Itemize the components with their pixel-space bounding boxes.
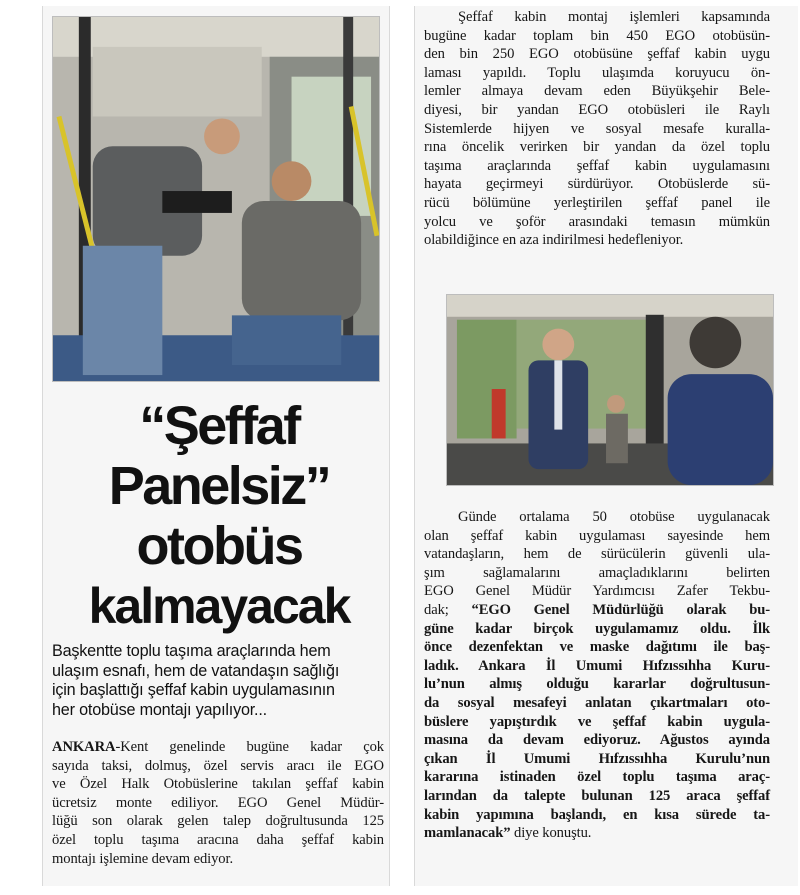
right-bottom-text bbox=[424, 508, 770, 843]
headline-line: Panelsiz” bbox=[108, 456, 330, 516]
headline-line: kalmayacak bbox=[88, 578, 350, 634]
quote-start: “EGO Genel Müdürlüğü olarak bu- bbox=[471, 601, 770, 618]
quote-line bbox=[424, 806, 770, 825]
quote-line bbox=[424, 713, 770, 732]
quote-line bbox=[424, 750, 770, 769]
body-line: lemler almaya devam eden Büyükşehir Bele- bbox=[424, 83, 770, 100]
quote-text: ladık. Ankara İl Umumi Hıfzıssıhha Kuru- bbox=[424, 657, 770, 674]
headline-line: “Şeffaf bbox=[139, 396, 299, 456]
quote-end: mamlanacak” bbox=[424, 825, 511, 842]
quote-text: önce dezenfektan ve maske dağıtımı ile baş- bbox=[424, 639, 770, 656]
body-line: vatandaşların, hem de sürücülerin güvenli ula- bbox=[424, 546, 770, 563]
bus-installation-photo bbox=[52, 16, 380, 382]
body-line: sayıda taksi, dolmuş, özel servis aracı ile EGO bbox=[52, 757, 384, 774]
quote-line bbox=[424, 787, 770, 806]
quote-line bbox=[424, 768, 770, 787]
body-line: olan şeffaf kabin uygulaması sayesinde hem bbox=[424, 527, 770, 544]
body-line-text: dak; bbox=[424, 601, 472, 618]
quote-text: kabin yapımına başlandı, en kısa sürede ta- bbox=[424, 806, 770, 823]
body-line: lüğü son olarak gelen talep doğrultusunda 125 bbox=[52, 813, 384, 830]
headline bbox=[52, 396, 386, 636]
body-line: den bin 250 EGO otobüsüne şeffaf kabin uygu bbox=[424, 46, 770, 63]
officials-photo bbox=[446, 294, 774, 486]
quote-line bbox=[424, 620, 770, 639]
body-line: ve Özel Halk Otobüslerine takılan şeffaf kabin bbox=[52, 776, 384, 793]
quote-text: kararına istinaden özel toplu taşıma araç- bbox=[424, 769, 770, 786]
body-line-text: -Kent genelinde bugüne kadar çok bbox=[115, 739, 384, 755]
body-line: Sistemlerde hijyen ve sosyal mesafe kuralla- bbox=[424, 120, 770, 137]
body-line bbox=[52, 738, 384, 757]
quote-text: da sosyal mesafeyi anlatan çıkartmaları oto- bbox=[424, 694, 770, 711]
body-line: yolcu ve şoför arasındaki temasın mümkün bbox=[424, 213, 770, 230]
body-line bbox=[424, 601, 770, 620]
quote-line bbox=[424, 731, 770, 750]
body-line: bugüne kadar toplam bin 450 EGO otobüsün- bbox=[424, 27, 770, 44]
body-line: rına öncelik verirken bir yandan da özel toplu bbox=[424, 139, 770, 156]
body-line bbox=[424, 824, 770, 843]
body-line-text: diye konuştu. bbox=[510, 825, 592, 842]
quote-text: büslere yapıştırdık ve şeffaf kabin uygula- bbox=[424, 713, 770, 730]
body-line: montajı işlemine devam ediyor. bbox=[52, 850, 234, 867]
lede-line: için başlattığı şeffaf kabin uygulamasının bbox=[52, 681, 335, 699]
right-top-text bbox=[424, 8, 770, 250]
body-line: EGO Genel Müdür Yardımcısı Zafer Tekbu- bbox=[424, 583, 770, 600]
quote-line bbox=[424, 638, 770, 657]
body-line: laması yapıldı. Toplu ulaşımda koruyucu ön- bbox=[424, 64, 770, 81]
body-line: hayata geçirmeyi sürdürüyor. Otobüslerde sü- bbox=[424, 176, 770, 193]
body-line: taşıma araçlarında şeffaf kabin uygulamasını bbox=[424, 157, 770, 174]
quote-text: larından da talepte bulunan 125 araca şeffaf bbox=[424, 787, 770, 804]
lede-line: Başkentte toplu taşıma araçlarında hem bbox=[52, 642, 331, 660]
quote-text: lu’nun almış olduğu kararlar doğrultusun- bbox=[424, 676, 770, 693]
body-line: diyesi, bir yandan EGO otobüsleri ile Raylı bbox=[424, 101, 770, 118]
lede-line: ulaşım esnafı, hem de vatandaşın sağlığı bbox=[52, 661, 340, 680]
body-line: Şeffaf kabin montaj işlemleri kapsamında bbox=[458, 9, 770, 25]
lede-line: her otobüse montajı yapılıyor... bbox=[52, 700, 267, 719]
body-line: özel toplu taşıma aracına daha şeffaf kabin bbox=[52, 831, 384, 848]
quote-line bbox=[424, 675, 770, 694]
headline-line: otobüs bbox=[136, 516, 302, 576]
quote-line bbox=[424, 657, 770, 676]
dateline: ANKARA bbox=[52, 739, 116, 755]
quote-line bbox=[424, 694, 770, 713]
left-body-text bbox=[52, 738, 384, 868]
quote-text: çıkan İl Umumi Hıfzıssıhha Kurulu’nun bbox=[424, 750, 770, 767]
lede bbox=[52, 642, 386, 720]
body-line: Günde ortalama 50 otobüse uygulanacak bbox=[458, 509, 770, 525]
quote-text: güne kadar birçok uygulamamız oldu. İlk bbox=[424, 620, 770, 637]
quote-text: masına da devam ediyoruz. Ağustos ayında bbox=[424, 732, 770, 749]
body-line: şım sağlamalarını amaçladıklarını belirten bbox=[424, 564, 770, 581]
body-line: rücü bölümüne yerleştirilen şeffaf panel ile bbox=[424, 194, 770, 211]
body-line: ücretsiz monte ediliyor. EGO Genel Müdür- bbox=[52, 794, 384, 811]
body-line: olabildiğince en aza indirilmesi hedefleniyor. bbox=[424, 232, 684, 249]
